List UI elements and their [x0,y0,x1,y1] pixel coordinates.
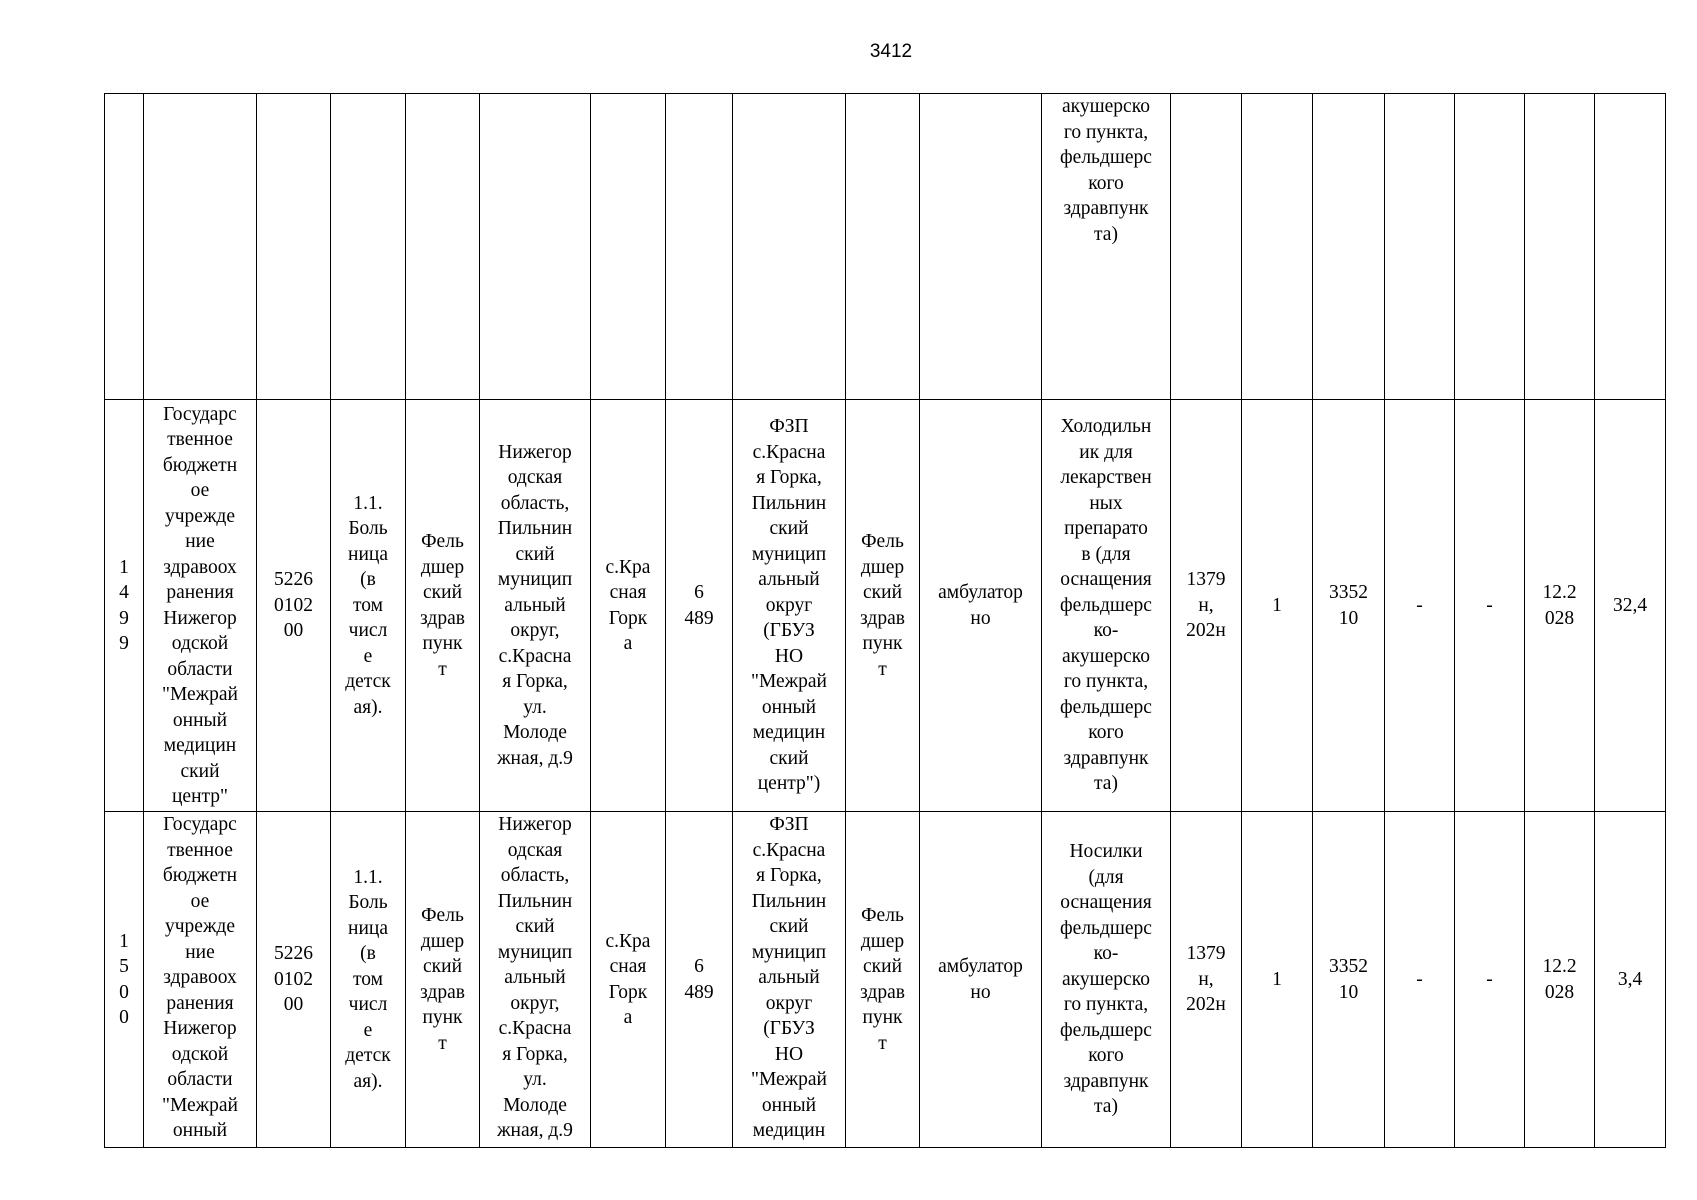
date: 12.2 028 [1542,956,1577,1003]
cell-equipment [1042,812,1171,1148]
cell-locality [591,400,666,812]
cell-dash1 [1385,400,1455,812]
org-type: 1.1. Боль ница (в том числ е детск ая). [345,866,391,1092]
cell-qty [1242,400,1313,812]
org-type: 1.1. Боль ница (в том числ е детск ая). [345,492,391,718]
table-row [105,812,1666,1148]
classifier-code: 3352 10 [1329,956,1368,1003]
cell-amount [1595,400,1666,812]
cell-subdivision [406,400,480,812]
cell-facility [733,94,846,400]
table-row-continuation [105,94,1666,400]
cell-qty [1242,94,1313,400]
facility-name: ФЗП с.Красна я Горка, Пильнин ский муницип альный округ (ГБУЗ НО "Межрай онный медицин [750,814,827,1141]
org-code: 5226 0102 00 [274,943,313,1016]
cell-population [666,400,733,812]
population: 6 489 [684,582,714,629]
classifier-code: 3352 10 [1329,582,1368,629]
cell-org [144,812,257,1148]
cell-dash2 [1455,94,1525,400]
cell-facility-type [846,400,920,812]
cell-care-form [920,94,1042,400]
care-form: амбулатор но [938,956,1023,1003]
address: Нижегор одская область, Пильнин ский муницип альный округ, с.Красна я Горка, ул. Молоде жная, д.9 [497,441,573,769]
cell-equipment [1042,400,1171,812]
cell-population [666,812,733,1148]
cell-subdivision [406,94,480,400]
org-code: 5226 0102 00 [274,569,313,642]
facility-name: ФЗП с.Красна я Горка, Пильнин ский муницип альный округ (ГБУЗ НО "Межрай онный медицин ский центр") [750,416,827,795]
cell-date [1525,812,1595,1148]
cell-org [144,94,257,400]
cell-locality [591,94,666,400]
facility-type: Фель дшер ский здрав пунк т [860,531,905,680]
cell-code [257,812,331,1148]
cell-order [1171,812,1242,1148]
cell-locality [591,812,666,1148]
cell-equipment [1042,94,1171,400]
quantity: 1 [1272,594,1282,616]
cell-type [331,400,406,812]
cell-address [480,812,591,1148]
row-number: 1 4 9 9 [119,556,129,654]
empty-value: - [1486,594,1493,616]
cell-subdivision [406,812,480,1148]
subdivision: Фель дшер ский здрав пунк т [420,905,465,1054]
care-form: амбулатор но [938,582,1023,629]
amount: 32,4 [1612,594,1648,616]
cell-care-form [920,812,1042,1148]
cell-code [257,400,331,812]
cell-dash1 [1385,94,1455,400]
cell-num [105,812,144,1148]
cell-amount [1595,94,1666,400]
table-row [105,400,1666,812]
empty-value: - [1416,968,1423,990]
equipment-name: Холодильн ик для лекарствен ных препарато в (для оснащения фельдшерс ко- акушерско го пункта, фельдшерс кого здравпунк та) [1060,416,1152,795]
amount: 3,4 [1617,968,1643,990]
cell-code [257,94,331,400]
empty-value: - [1416,594,1423,616]
date: 12.2 028 [1542,582,1577,629]
cell-type [331,94,406,400]
population: 6 489 [684,956,714,1003]
cell-org [144,400,257,812]
empty-value: - [1486,968,1493,990]
row-number: 1 5 0 0 [119,930,129,1028]
facility-type: Фель дшер ский здрав пунк т [860,905,905,1054]
cell-population [666,94,733,400]
cell-qty [1242,812,1313,1148]
locality: с.Кра сная Горк а [605,930,651,1028]
cell-num [105,94,144,400]
cell-facility [733,812,846,1148]
cell-date [1525,94,1595,400]
cell-code2 [1313,400,1385,812]
cell-amount [1595,812,1666,1148]
equipment-text: акушерско го пункта, фельдшерс кого здравпунк та) [1060,96,1152,245]
cell-order [1171,94,1242,400]
cell-order [1171,400,1242,812]
locality: с.Кра сная Горк а [605,556,651,654]
cell-facility-type [846,94,920,400]
address: Нижегор одская область, Пильнин ский муницип альный округ, с.Красна я Горка, ул. Молоде жная, д.9 [497,814,573,1141]
equipment-table [104,93,1666,1148]
cell-type [331,812,406,1148]
cell-code2 [1313,812,1385,1148]
cell-address [480,400,591,812]
page-number: 3412 [869,41,913,62]
cell-facility-type [846,812,920,1148]
cell-dash1 [1385,812,1455,1148]
cell-num [105,400,144,812]
cell-address [480,94,591,400]
subdivision: Фель дшер ский здрав пунк т [420,531,465,680]
cell-date [1525,400,1595,812]
cell-dash2 [1455,400,1525,812]
equipment-name: Носилки (для оснащения фельдшерс ко- акушерско го пункта, фельдшерс кого здравпунк та) [1060,841,1152,1118]
cell-care-form [920,400,1042,812]
cell-facility [733,400,846,812]
organization-name: Государс твенное бюджетн ое учрежде ние здравоох ранения Нижегор одской области "Межрай онный медицин ский центр" [161,403,238,807]
quantity: 1 [1272,968,1282,990]
organization-name: Государс твенное бюджетн ое учрежде ние здравоох ранения Нижегор одской области "Межрай онный [161,814,238,1141]
order-ref: 1379 н, 202н [1186,943,1226,1016]
order-ref: 1379 н, 202н [1186,569,1226,642]
cell-code2 [1313,94,1385,400]
cell-dash2 [1455,812,1525,1148]
